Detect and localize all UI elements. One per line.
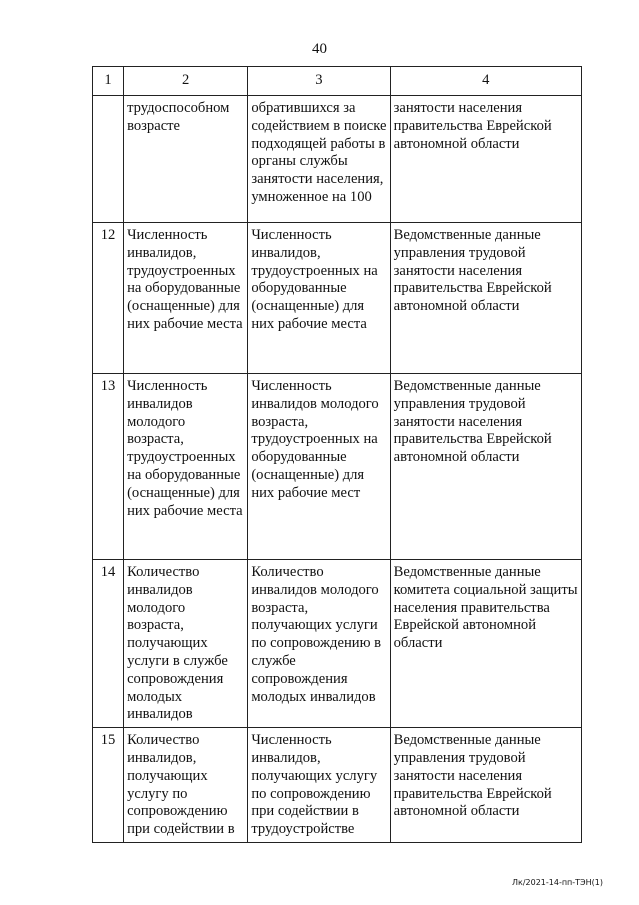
header-cell-4: 4 bbox=[390, 67, 581, 96]
row-number bbox=[93, 96, 124, 223]
indicator-name-cell: Количество инвалидов, получающих услугу по сопровождению при содействии в bbox=[124, 728, 248, 843]
header-cell-2: 2 bbox=[124, 67, 248, 96]
data-source-cell: Ведомственные данные комитета социальной защиты населения правительства Еврейской автономной области bbox=[390, 560, 581, 728]
row-number: 13 bbox=[93, 374, 124, 560]
indicator-name-cell: Численность инвалидов молодого возраста, трудоустроенных на оборудованные (оснащенные) для них рабочие места bbox=[124, 374, 248, 560]
data-source-cell: Ведомственные данные управления трудовой занятости населения правительства Еврейской автономной области bbox=[390, 223, 581, 374]
calculation-method-cell: обратившихся за содействием в поиске подходящей работы в органы службы занятости населения, умноженное на 100 bbox=[248, 96, 390, 223]
calculation-method-cell: Численность инвалидов, получающих услугу по сопровождению при содействии в трудоустройстве bbox=[248, 728, 390, 843]
table-header-row bbox=[93, 67, 582, 96]
table-row bbox=[93, 728, 582, 843]
data-source-cell: занятости населения правительства Еврейской автономной области bbox=[390, 96, 581, 223]
table-row bbox=[93, 223, 582, 374]
table-row bbox=[93, 560, 582, 728]
calculation-method-cell: Количество инвалидов молодого возраста, получающих услуги по сопровождению в службе сопровождения молодых инвалидов bbox=[248, 560, 390, 728]
calculation-method-cell: Численность инвалидов молодого возраста, трудоустроенных на оборудованные (оснащенные) для них рабочие мест bbox=[248, 374, 390, 560]
indicator-name-cell: трудоспособном возрасте bbox=[124, 96, 248, 223]
page-number: 40 bbox=[312, 41, 327, 57]
data-source-cell: Ведомственные данные управления трудовой занятости населения правительства Еврейской автономной области bbox=[390, 728, 581, 843]
calculation-method-cell: Численность инвалидов, трудоустроенных на оборудованные (оснащенные) для них рабочие места bbox=[248, 223, 390, 374]
document-code: Лк/2021-14-пп-ТЭН(1) bbox=[511, 878, 603, 887]
header-cell-3: 3 bbox=[248, 67, 390, 96]
row-number: 12 bbox=[93, 223, 124, 374]
header-cell-1: 1 bbox=[93, 67, 124, 96]
table-row bbox=[93, 96, 582, 223]
row-number: 14 bbox=[93, 560, 124, 728]
indicators-table bbox=[92, 66, 582, 843]
indicator-name-cell: Численность инвалидов, трудоустроенных на оборудованные (оснащенные) для них рабочие места bbox=[124, 223, 248, 374]
indicator-name-cell: Количество инвалидов молодого возраста, получающих услуги в службе сопровождения молодых инвалидов bbox=[124, 560, 248, 728]
row-number: 15 bbox=[93, 728, 124, 843]
table-row bbox=[93, 374, 582, 560]
data-source-cell: Ведомственные данные управления трудовой занятости населения правительства Еврейской автономной области bbox=[390, 374, 581, 560]
